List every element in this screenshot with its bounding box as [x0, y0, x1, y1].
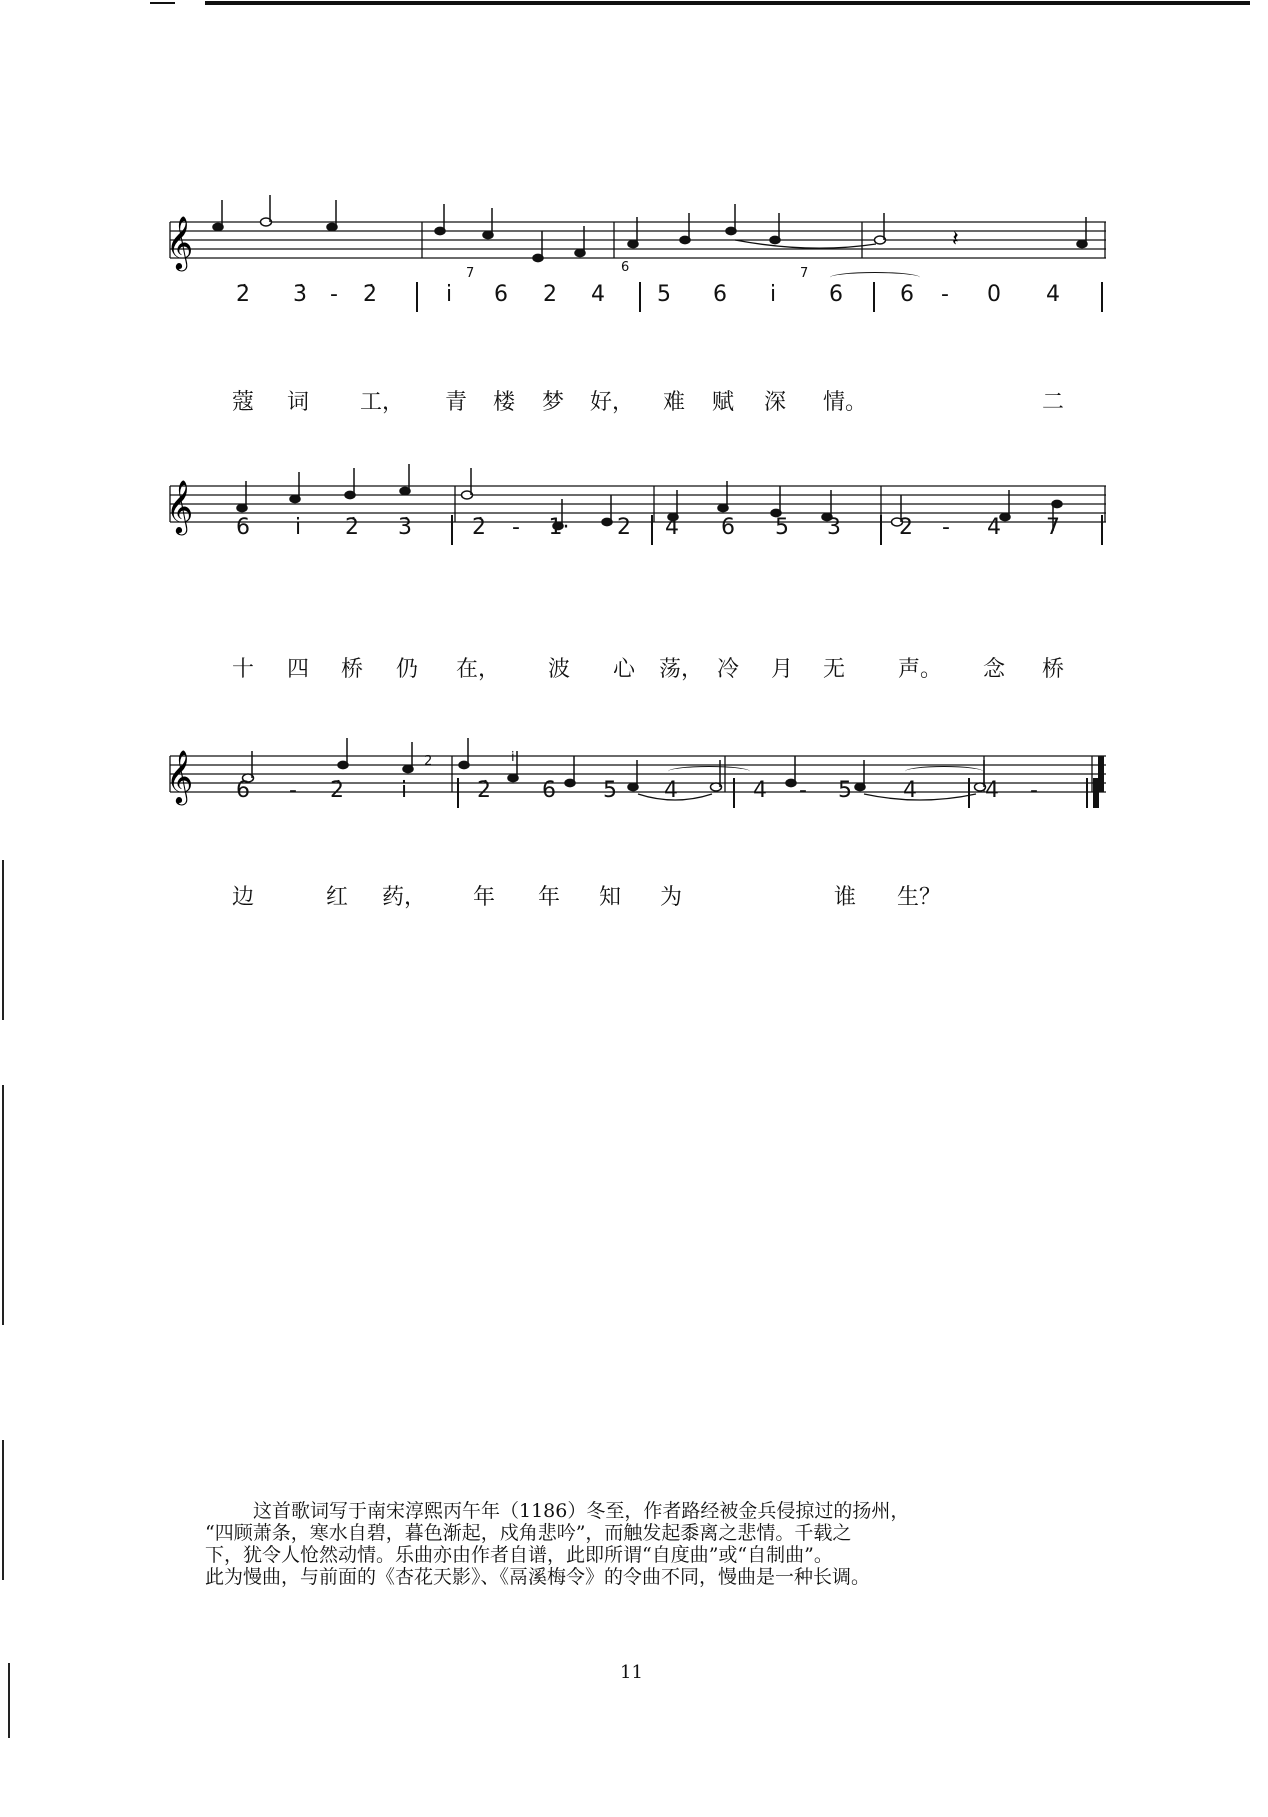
lyric-char: 十 [231, 657, 255, 682]
jianpu-note: 2̇ [236, 282, 250, 307]
jianpu-note: 6 [236, 515, 250, 540]
lyric-char: 荡， [658, 657, 704, 682]
lyric-char: 月 [770, 657, 794, 682]
lyric-char: 念 [982, 657, 1006, 682]
grace-note: 7 [800, 266, 809, 281]
jianpu-note: i̇ [445, 282, 453, 307]
lyric-char: 知 [598, 885, 622, 910]
jianpu-note: 2̇ [477, 778, 491, 803]
jianpu-note: i̇ [769, 282, 777, 307]
jianpu-note: - [289, 778, 297, 803]
lyric-char: 难 [662, 390, 686, 415]
lyric-char: 无 [822, 657, 846, 682]
treble-clef-icon: 𝄞 [166, 479, 194, 533]
lyric-char: 桥 [340, 657, 364, 682]
jianpu-note: - [941, 282, 949, 307]
jianpu-note: 3̇ [398, 515, 412, 540]
treble-clef-icon: 𝄞 [166, 749, 194, 803]
lyric-char: 药， [381, 885, 427, 910]
jianpu-note: 6 [829, 282, 843, 307]
jianpu-note: 2̇ [330, 778, 344, 803]
barline [651, 515, 653, 545]
lyric-char: 好， [589, 390, 635, 415]
barline [733, 778, 735, 808]
barline [1101, 515, 1103, 545]
jianpu-note: 0 [987, 282, 1001, 307]
grace-note: 2̇ [424, 754, 433, 769]
page-number: 11 [620, 1662, 643, 1683]
lyric-char: 蔻 [231, 390, 255, 415]
jianpu-row-2 [0, 515, 1268, 565]
commentary-line: 下，犹令人怆然动情。乐曲亦由作者自谱，此即所谓“自度曲”或“自制曲”。 [205, 1544, 833, 1566]
jianpu-note: 6 [494, 282, 508, 307]
jianpu-note: 4 [1046, 282, 1060, 307]
jianpu-note: - [1030, 778, 1038, 803]
barline [873, 282, 875, 312]
jianpu-note: 5 [838, 778, 852, 803]
lyric-char: 波 [547, 657, 571, 682]
lyric-char: 心 [612, 657, 636, 682]
grace-note: 6 [621, 260, 630, 275]
jianpu-note: 4 [591, 282, 605, 307]
barline [457, 778, 459, 808]
jianpu-note: i̇ [294, 515, 302, 540]
lyric-char: 深 [763, 390, 787, 415]
lyric-char: 生？ [896, 885, 942, 910]
jianpu-note: 1· [548, 515, 570, 540]
lyric-char: 工， [359, 390, 405, 415]
lyric-char: 梦 [541, 390, 565, 415]
jianpu-note: 2̇ [345, 515, 359, 540]
lyric-char: 红 [325, 885, 349, 910]
barline [451, 515, 453, 545]
commentary-line: 这首歌词写于南宋淳熙丙午年（1186）冬至，作者路经被金兵侵掠过的扬州， [253, 1500, 910, 1522]
jianpu-note: 3 [827, 515, 841, 540]
jianpu-note: 4 [903, 778, 917, 803]
jianpu-note: - [512, 515, 520, 540]
lyric-char: 桥 [1041, 657, 1065, 682]
jianpu-note: 6 [900, 282, 914, 307]
lyric-char: 年 [472, 885, 496, 910]
top-rule [0, 0, 1268, 12]
lyric-char: 二 [1041, 390, 1065, 415]
staff-line-1 [166, 210, 1106, 270]
commentary-line: 此为慢曲，与前面的《杏花天影》、《鬲溪梅令》的令曲不同，慢曲是一种长调。 [205, 1566, 871, 1588]
lyric-char: 词 [286, 390, 310, 415]
tie [905, 766, 983, 777]
jianpu-note: 5 [775, 515, 789, 540]
jianpu-note: 6 [236, 778, 250, 803]
lyric-char: 谁 [833, 885, 857, 910]
barline [968, 778, 970, 808]
lyric-char: 边 [231, 885, 255, 910]
lyric-char: 在， [455, 657, 501, 682]
jianpu-note: - [799, 778, 807, 803]
jianpu-note: 6 [721, 515, 735, 540]
scan-margin-mark [2, 860, 4, 1020]
lyric-char: 情。 [822, 390, 868, 415]
lyric-char: 青 [444, 390, 468, 415]
jianpu-note: 5 [603, 778, 617, 803]
lyric-char: 四 [286, 657, 310, 682]
scan-margin-mark [2, 1440, 4, 1580]
jianpu-note: 4 [664, 778, 678, 803]
lyric-char: 年 [537, 885, 561, 910]
jianpu-note: 5 [657, 282, 671, 307]
grace-note: 7 [466, 266, 475, 281]
jianpu-note: 4 [987, 515, 1001, 540]
lyrics-row-2 [0, 652, 1268, 692]
jianpu-note: 6 [713, 282, 727, 307]
final-barline [1093, 778, 1099, 808]
jianpu-row-1 [0, 260, 1268, 332]
jianpu-note: 3̇ [293, 282, 307, 307]
jianpu-note: 2̇ [363, 282, 377, 307]
lyrics-row-3 [0, 880, 1268, 920]
barline [639, 282, 641, 312]
tie [668, 766, 750, 777]
jianpu-note: 2̇ [472, 515, 486, 540]
lyric-char: 为 [659, 885, 683, 910]
barline [1086, 778, 1088, 808]
lyric-char: 仍 [395, 657, 419, 682]
jianpu-note: 6 [542, 778, 556, 803]
jianpu-note: 2 [899, 515, 913, 540]
grace-note: i̇ [511, 750, 515, 765]
jianpu-note: 2 [543, 282, 557, 307]
barline [416, 282, 418, 312]
jianpu-note: 7 [1046, 515, 1060, 540]
lyric-char: 冷 [716, 657, 740, 682]
commentary-line: “四顾萧条，寒水自碧，暮色渐起，戍角悲吟”，而触发起黍离之悲情。千载之 [205, 1522, 852, 1544]
scan-margin-mark [2, 1085, 4, 1325]
treble-clef-icon: 𝄞 [166, 215, 194, 269]
svg-text:𝄽: 𝄽 [952, 227, 959, 252]
jianpu-row-3 [0, 750, 1268, 828]
lyric-char: 赋 [711, 390, 735, 415]
lyric-char: 楼 [492, 390, 516, 415]
jianpu-note: - [330, 282, 338, 307]
jianpu-note: 2 [617, 515, 631, 540]
lyrics-row-1 [0, 385, 1268, 425]
jianpu-note: - [942, 515, 950, 540]
commentary-paragraph [205, 1500, 1105, 1588]
barline [880, 515, 882, 545]
lyric-char: 声。 [897, 657, 943, 682]
jianpu-note: 4 [665, 515, 679, 540]
jianpu-note: 4 [985, 778, 999, 803]
jianpu-note: i̇ [400, 778, 408, 803]
scan-margin-mark [8, 1663, 10, 1738]
jianpu-note: 4 [753, 778, 767, 803]
barline [1101, 282, 1103, 312]
